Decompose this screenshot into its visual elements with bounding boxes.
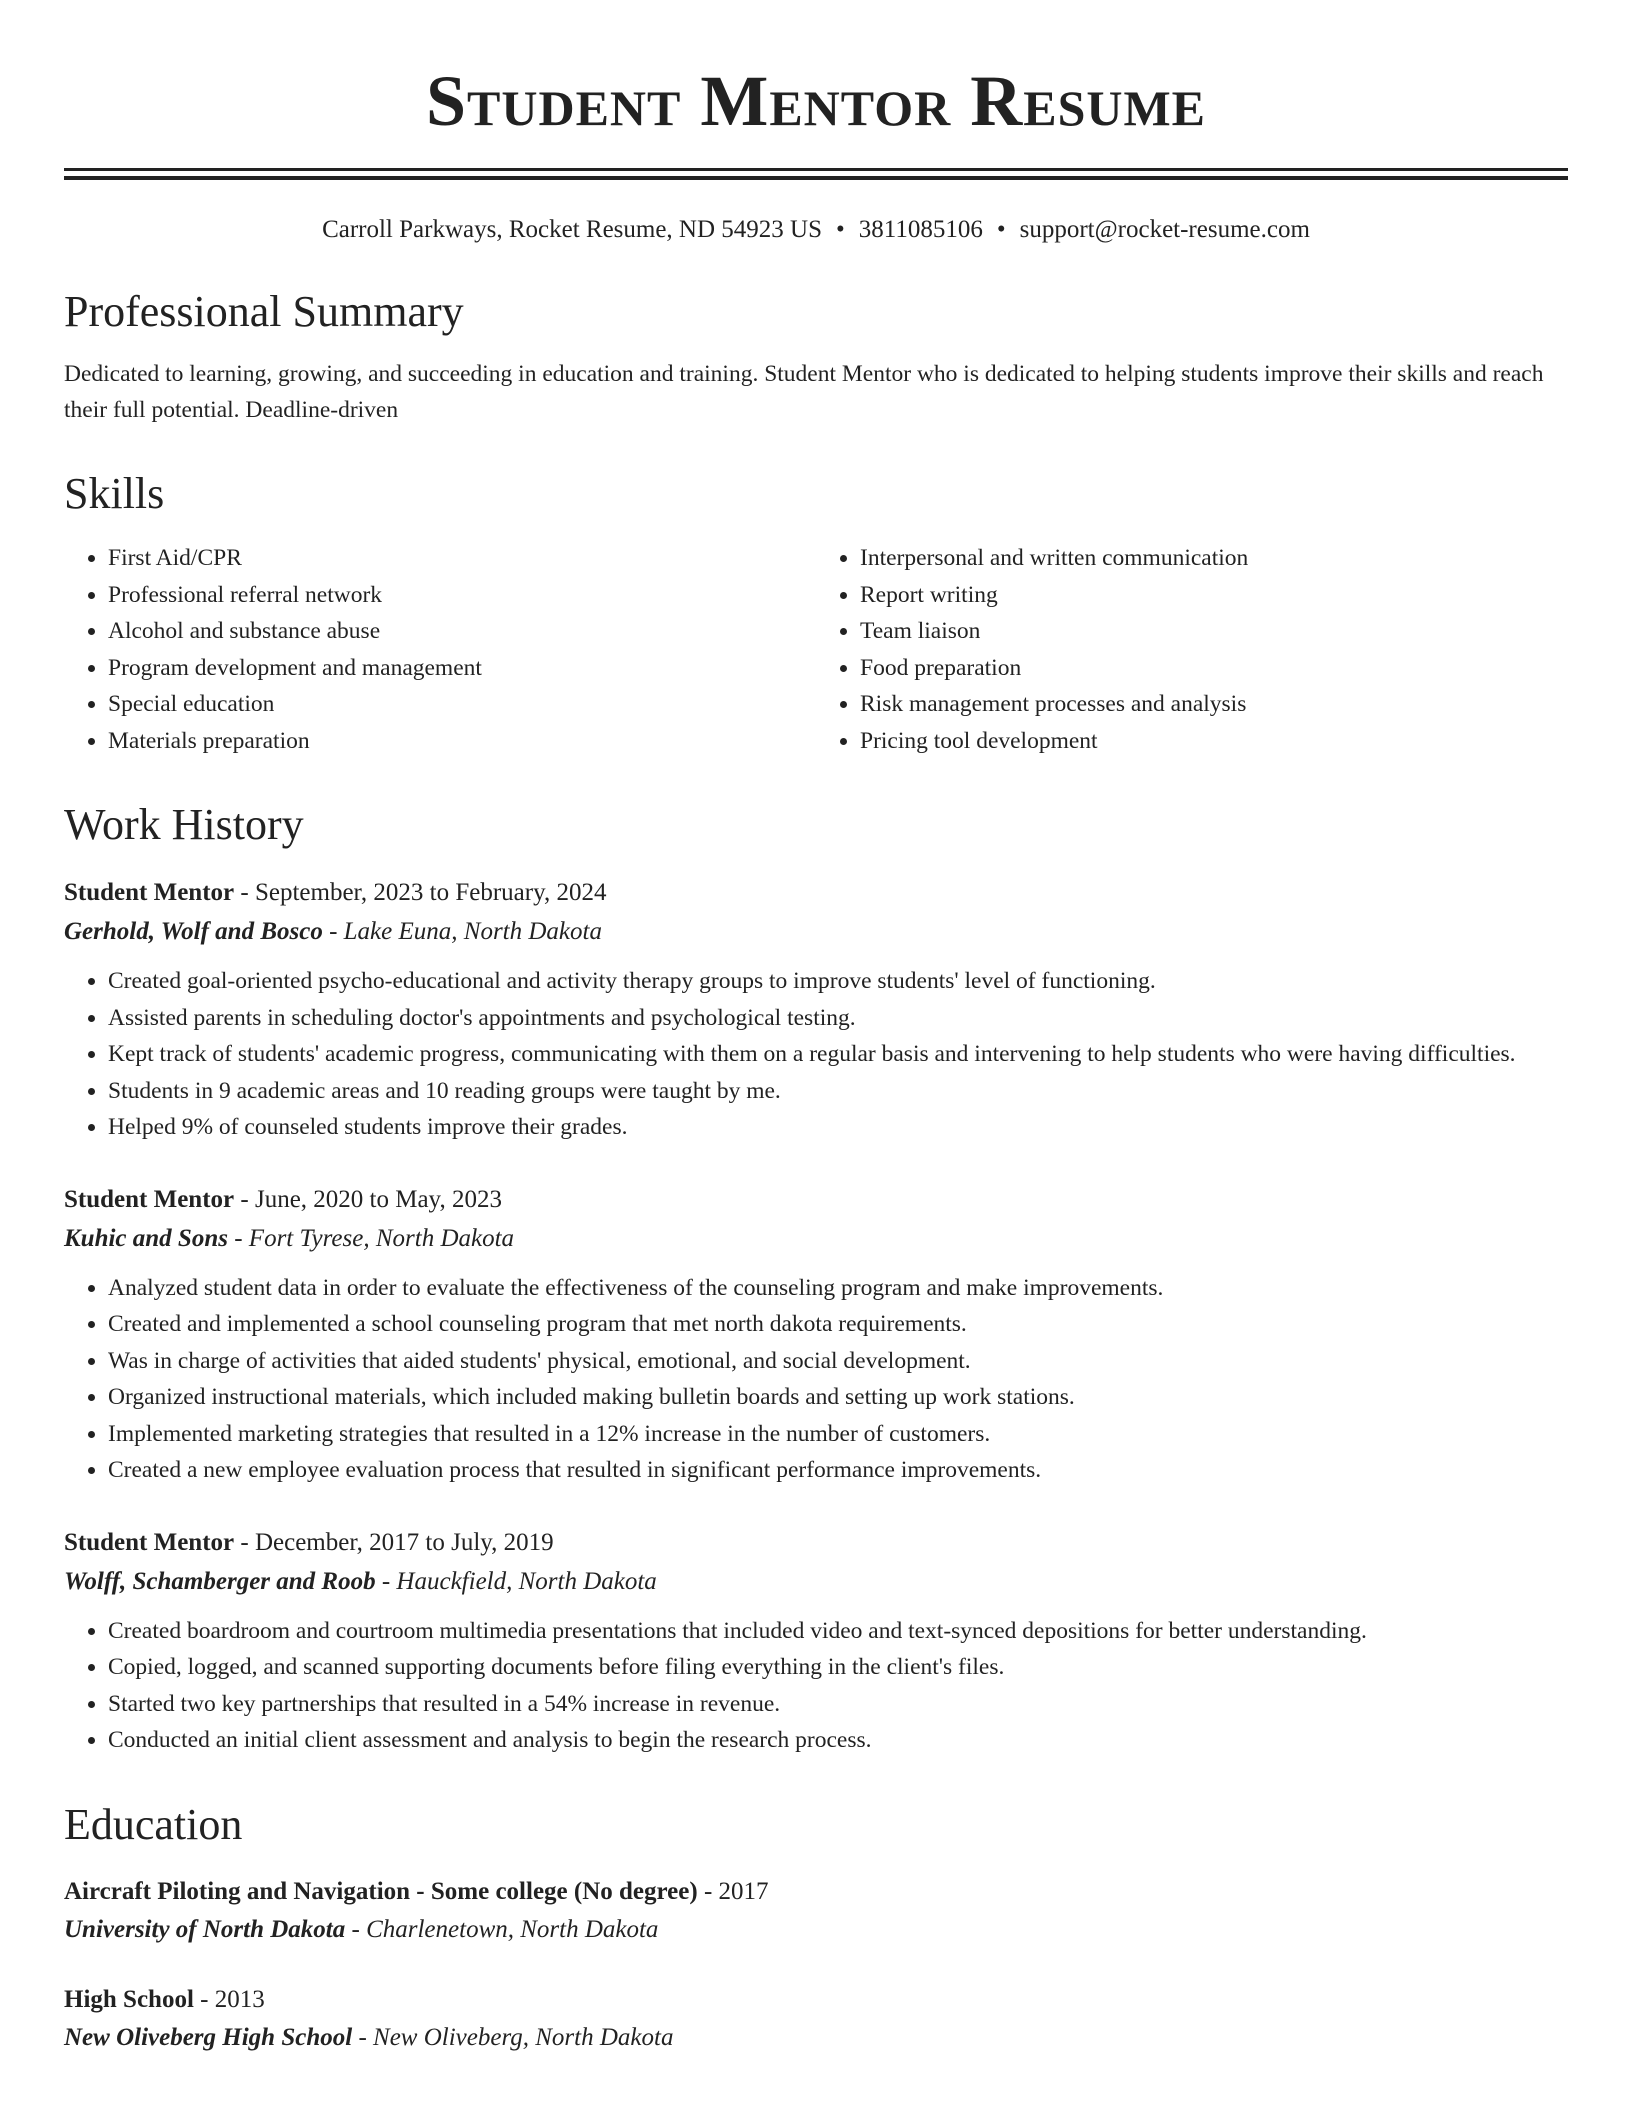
job-company: Kuhic and Sons xyxy=(64,1224,228,1252)
education-degree-line xyxy=(64,1873,1568,1911)
education-degree-line xyxy=(64,1981,1568,2019)
job-bullet: • Kept track of students' academic progress, communicating with them on a regular basis and intervening to help students who were having difficulties. xyxy=(108,1036,1568,1073)
contact-line xyxy=(64,214,1568,246)
skill-item: • First Aid/CPR xyxy=(108,540,816,577)
job-bullet: • Was in charge of activities that aided students' physical, emotional, and social development. xyxy=(108,1343,1568,1380)
education-entry xyxy=(64,1981,1568,2057)
resume-title: Student Mentor Resume xyxy=(425,61,1207,141)
skill-item: • Materials preparation xyxy=(108,723,816,760)
skill-item: • Pricing tool development xyxy=(860,723,1568,760)
job-bullets xyxy=(64,963,1568,1146)
contact-phone: 3811085106 xyxy=(858,216,983,243)
skill-item: • Program development and management xyxy=(108,650,816,687)
job-location: - Lake Euna, North Dakota xyxy=(322,918,602,945)
skill-item: • Special education xyxy=(108,686,816,723)
education-school: New Oliveberg High School xyxy=(64,2023,353,2051)
education-school: University of North Dakota xyxy=(64,1915,346,1943)
job-bullet: • Created goal-oriented psycho-educational and activity therapy groups to improve students' level of functioning. xyxy=(108,963,1568,1000)
job-title-line xyxy=(64,1523,1568,1562)
job-bullet: • Copied, logged, and scanned supporting documents before filing everything in the client's files. xyxy=(108,1649,1568,1686)
skills-list xyxy=(64,540,1568,759)
work-history-list xyxy=(64,873,1568,1759)
title-divider xyxy=(64,168,1568,180)
skills-column-right xyxy=(816,540,1568,759)
skill-item: • Risk management processes and analysis xyxy=(860,686,1568,723)
skill-item: • Report writing xyxy=(860,577,1568,614)
skills-heading: Skills xyxy=(64,469,165,518)
job-bullet: • Helped 9% of counseled students improve their grades. xyxy=(108,1109,1568,1146)
job-bullet: • Implemented marketing strategies that resulted in a 12% increase in the number of customers. xyxy=(108,1416,1568,1453)
job-bullets xyxy=(64,1613,1568,1759)
education-location: - New Oliveberg, North Dakota xyxy=(352,2023,674,2051)
skill-item: • Alcohol and substance abuse xyxy=(108,613,816,650)
job-bullet: • Created and implemented a school counseling program that met north dakota requirements. xyxy=(108,1306,1568,1343)
education-year: - 2013 xyxy=(193,1985,265,2013)
skill-item: • Professional referral network xyxy=(108,577,816,614)
summary-heading: Professional Summary xyxy=(64,287,464,336)
summary-text: Dedicated to learning, growing, and succeeding in education and training. Student Mentor who is dedicated to helping students improve their skills and reach their full potential. Deadline-driven xyxy=(64,361,1544,423)
job-bullet: • Assisted parents in scheduling doctor's appointments and psychological testing. xyxy=(108,1000,1568,1037)
education-entry xyxy=(64,1873,1568,1949)
job-bullet: • Started two key partnerships that resulted in a 54% increase in revenue. xyxy=(108,1686,1568,1723)
job-company: Wolff, Schamberger and Roob xyxy=(64,1567,376,1595)
job-entry xyxy=(64,1523,1568,1759)
contact-separator: • xyxy=(836,216,845,243)
job-company: Gerhold, Wolf and Bosco xyxy=(64,918,323,945)
job-bullet: • Students in 9 academic areas and 10 reading groups were taught by me. xyxy=(108,1073,1568,1110)
job-entry xyxy=(64,1180,1568,1489)
job-title: Student Mentor xyxy=(64,1528,235,1556)
job-company-line xyxy=(64,912,1568,951)
skill-item: • Food preparation xyxy=(860,650,1568,687)
job-dates: - September, 2023 to February, 2024 xyxy=(234,879,607,906)
contact-separator: • xyxy=(996,216,1006,243)
job-title-line xyxy=(64,1180,1568,1219)
education-degree: Aircraft Piloting and Navigation - Some college (No degree) xyxy=(64,1877,698,1905)
skill-item: • Interpersonal and written communication xyxy=(860,540,1568,577)
education-school-line xyxy=(64,1911,1568,1949)
education-degree: High School xyxy=(64,1985,194,2013)
job-title: Student Mentor xyxy=(64,1185,235,1213)
job-bullet: • Analyzed student data in order to evaluate the effectiveness of the counseling program and make improvements. xyxy=(108,1270,1568,1307)
skills-column-left xyxy=(64,540,816,759)
job-bullet: • Conducted an initial client assessment and analysis to begin the research process. xyxy=(108,1722,1568,1759)
job-company-line xyxy=(64,1562,1568,1601)
job-dates: - June, 2020 to May, 2023 xyxy=(234,1185,502,1213)
education-year: - 2017 xyxy=(697,1877,769,1905)
education-location: - Charlenetown, North Dakota xyxy=(345,1915,659,1943)
job-bullet: • Created a new employee evaluation process that resulted in significant performance improvements. xyxy=(108,1452,1568,1489)
job-bullet: • Created boardroom and courtroom multimedia presentations that included video and text-synced depositions for better understanding. xyxy=(108,1613,1568,1650)
contact-email: support@rocket-resume.com xyxy=(1019,216,1310,243)
job-company-line xyxy=(64,1219,1568,1258)
job-bullets xyxy=(64,1270,1568,1489)
job-bullet: • Organized instructional materials, which included making bulletin boards and setting up work stations. xyxy=(108,1379,1568,1416)
job-location: - Hauckfield, North Dakota xyxy=(375,1567,657,1595)
education-heading: Education xyxy=(64,1799,243,1849)
education-school-line xyxy=(64,2019,1568,2057)
job-dates: - December, 2017 to July, 2019 xyxy=(234,1528,554,1556)
skill-item: • Team liaison xyxy=(860,613,1568,650)
work-history-heading: Work History xyxy=(64,800,304,849)
job-location: - Fort Tyrese, North Dakota xyxy=(227,1224,515,1252)
job-entry xyxy=(64,873,1568,1146)
job-title-line xyxy=(64,873,1568,912)
education-list xyxy=(64,1873,1568,2057)
job-title: Student Mentor xyxy=(64,879,235,906)
contact-address: Carroll Parkways, Rocket Resume, ND 54923 US xyxy=(322,216,823,243)
